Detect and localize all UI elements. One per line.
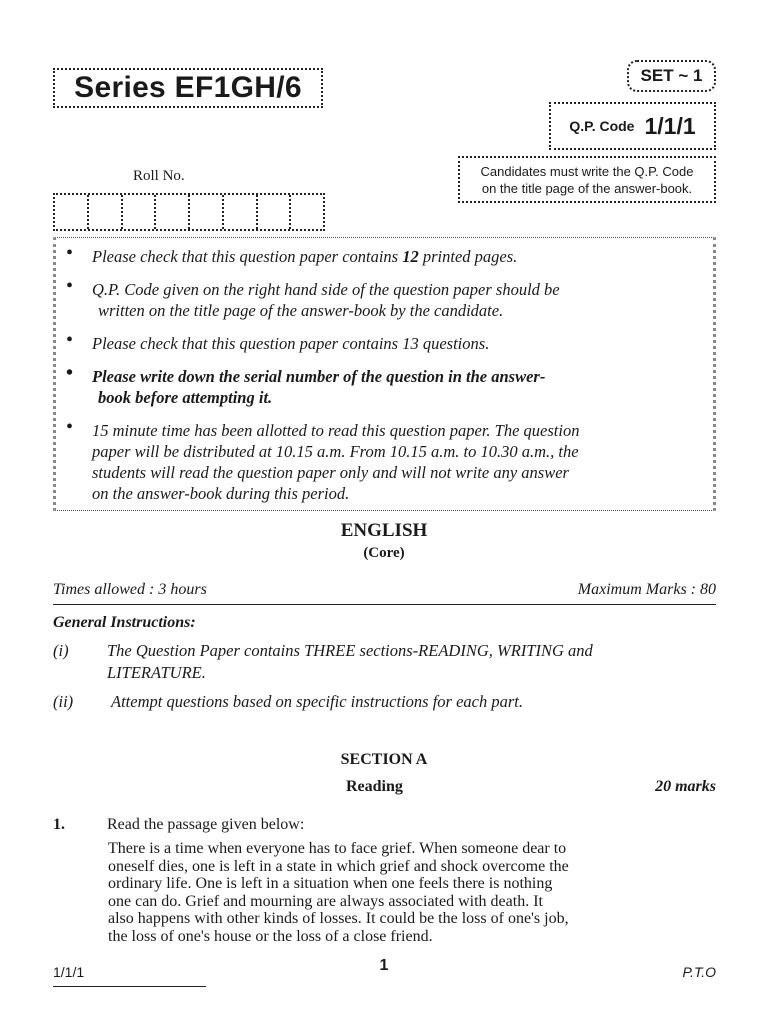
roll-number-cell	[190, 195, 224, 229]
general-instructions-title: General Instructions:	[53, 614, 196, 631]
maximum-marks: Maximum Marks : 80	[577, 581, 716, 598]
general-instruction-text: Attempt questions based on specific instructions for each part.	[111, 692, 524, 711]
candidate-instructions-box	[53, 237, 716, 511]
roll-number-cell	[89, 195, 123, 229]
set-badge: SET ~ 1	[627, 60, 716, 92]
section-subtitle: Reading	[346, 778, 403, 795]
roll-number-cell	[224, 195, 258, 229]
instruction-bullet: • Please check that this question paper contains 13 questions.	[66, 329, 490, 353]
instruction-bullet: • 15 minute time has been allotted to read this question paper. The question paper will be distributed at 10.15 a.m. From 10.15 a.m. to 10.30 a.m., the students will read the question paper only and will not write any answer on the answer-book during this period.	[66, 416, 580, 503]
roll-number-label: Roll No.	[133, 168, 185, 184]
roll-number-cell	[123, 195, 157, 229]
general-instruction-text: The Question Paper contains THREE sections-READING, WRITING and LITERATURE.	[107, 641, 593, 682]
please-turn-over: P.T.O	[682, 964, 716, 980]
instruction-bullet: • Q.P. Code given on the right hand side of the question paper should be written on the title page of the answer-book by the candidate.	[66, 275, 560, 320]
candidates-note-line: Candidates must write the Q.P. Code	[480, 163, 694, 179]
qp-code-label: Q.P. Code	[569, 118, 635, 134]
candidates-note-line: on the title page of the answer-book.	[481, 180, 693, 196]
passage-line: the loss of one's house or the loss of a close friend.	[108, 927, 433, 945]
general-instruction-item	[53, 691, 716, 713]
bullet-icon: •	[66, 329, 74, 351]
passage-line: ordinary life. One is left in a situation when one feels there is nothing	[108, 875, 553, 892]
roll-number-cell	[156, 195, 190, 229]
question-prompt: Read the passage given below:	[107, 816, 305, 833]
passage-line: also happens with other kinds of losses. It could be the loss of one's job,	[108, 910, 569, 927]
bullet-icon: •	[66, 362, 74, 384]
roll-number-cell	[55, 195, 89, 229]
candidates-note	[458, 156, 716, 203]
passage-line: one can do. Grief and mourning are always associated with death. It	[108, 892, 543, 910]
reading-passage	[108, 840, 716, 945]
qp-code-value: 1/1/1	[644, 112, 696, 139]
subject-subtitle: (Core)	[363, 545, 405, 561]
subject-title: ENGLISH	[340, 520, 428, 541]
time-marks-row	[53, 581, 716, 599]
footer-divider	[53, 986, 206, 987]
time-allowed: Times allowed : 3 hours	[53, 581, 207, 598]
passage-line: oneself dies, one is left in a state in which grief and shock overcome the	[108, 857, 569, 875]
qp-code-box	[549, 102, 716, 150]
question-number: 1.	[53, 816, 65, 833]
footer-code: 1/1/1	[53, 964, 85, 980]
instruction-bullet: • Please check that this question paper contains 12 printed pages.	[66, 242, 518, 266]
divider	[53, 604, 716, 605]
series-title: Series EF1GH/6	[53, 68, 323, 108]
bullet-icon: •	[66, 242, 74, 264]
general-instruction-number: (i)	[53, 641, 69, 660]
page-number: 1	[379, 957, 389, 974]
roll-number-cell	[258, 195, 292, 229]
section-title: SECTION A	[340, 751, 428, 768]
general-instruction-item	[53, 640, 716, 684]
bullet-icon: •	[66, 275, 74, 297]
bullet-icon: •	[66, 416, 74, 438]
roll-number-grid	[53, 193, 325, 231]
instruction-bullet: • Please write down the serial number of the question in the answer- book before attempting it.	[66, 362, 546, 407]
passage-line: There is a time when everyone has to face grief. When someone dear to	[108, 840, 567, 857]
roll-number-cell	[291, 195, 323, 229]
section-marks: 20 marks	[655, 778, 716, 795]
general-instruction-number: (ii)	[53, 692, 74, 711]
